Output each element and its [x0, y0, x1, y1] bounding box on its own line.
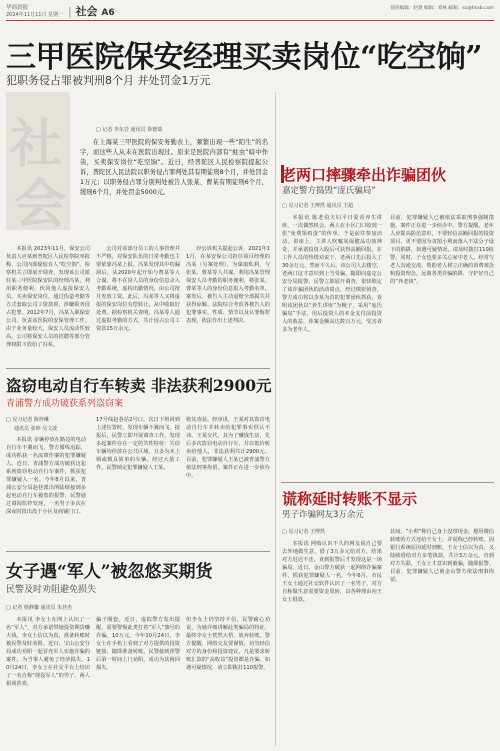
- right-col-2: 目前，犯罪嫌疑人已被依法采取刑事强制措施，案件正在进一步侦办中。警方提醒，老年人应提高防范意识，不要轻信高额回报的投资项目，更不要因为贪图小利而落入不法分子设下的陷阱，如遇可疑情况，请及时拨打110报警。同时，子女也要多关心家中老人，经常与老人沟通交流，帮助老人树立正确的消费观念和投资理念，远离各类诈骗陷阱，守护好自己的“养老钱”。: [390, 215, 494, 285]
- bottom-left-headline: 女子遇“军人”被忽悠买期货: [6, 562, 213, 582]
- lead-col-1: 本报讯 2023年11月，保安公司负责人应某到普陀区人民检察院举报称，公司内部疑似有人“吃空饷”。检察机关立即展开调查，发现该公司派驻某三甲医院保安队的经理冯某，利用职务便利，伙同他人虚报保安人员、买卖保安岗位，通过伪造考勤等方式套取公司工资款项，涉嫌职务侵占犯罪。2012年7月，冯某入职保安公司，负责该医院的安保管理工作。由于业务量较大，保安人员流动性较高，公司将保安人员的招聘等部分管理权限下放给了冯某。: [6, 246, 90, 348]
- lead-byline: □ 记者 李东岩 通讯员 徐德瑞: [96, 127, 163, 133]
- banner-char-2: 会: [14, 174, 67, 235]
- bottom-right-subhead: 男子诈骗网友3万余元: [282, 510, 364, 520]
- bottom-left-byline: □ 记者 杨静馨 通讯员 朱佳杰: [6, 605, 73, 611]
- bottom-right-divider: [275, 482, 276, 746]
- lead-subhead: 犯职务侵占罪被判刑8个月 并处罚金1万元: [6, 74, 211, 87]
- mid-col-2: 17号线赵巷站2号口，次日下班回到上述位置时，发现车辆不翼而飞。接报后，民警立即开展调查工作，发现多起案件存在一定的共性特征：失窃车辆均停放在公共区域、且多为未上锁或锁具简单的车辆。经过大量工作，民警锁定犯罪嫌疑人王某。: [96, 417, 180, 471]
- bottom-right-col-2: 其间，“小帅”称自己身上没带现金，想用微信转账的方式还给王女士，并谎称已经转账，因银行系统原因延时到账。王女士信以为真，又陆续借给对方多笔钱款，共计3万余元。直到对方失联，王女士才意识到被骗，随即报警。目前，犯罪嫌疑人已被金山警方依法刑事拘留。: [390, 529, 494, 583]
- mid-subhead: 青浦警方成功破获系列盗窃案: [6, 399, 124, 409]
- mid-headline: 盗窃电动自行车转卖 非法获利2900元: [6, 376, 272, 395]
- banner-art: [6, 92, 70, 235]
- bottom-left-col-3: 但李女士仍坚持不信。民警耐心劝说，为她详细讲解此类骗局的特征，最终李女士恍然大悟，放弃转账。警方提醒，网络交友要谨慎，切勿轻信对方的身份和投资建议，凡是要求转账汇款的“高收益”投资都是诈骗，如遇可疑情况，请立即拨打110报警。: [186, 617, 270, 671]
- lead-col-2: 公司对该部分员工的人事管理并不严格，对保安队伍的日常考勤也主要依靠冯某上报。冯某发现其中的漏洞后，从2020年起开始与曹某等人合谋，将不在岗人员的身份信息录入考勤系统，虚构出勤情况，由公司按月发放工资。此后，冯某等人又将虚报的保安岗位有偿转让，从中收取好处费。据检察机关查明，冯某等人通过虚报考勤的方式，共计侵占公司工资款15万余元。: [96, 246, 180, 332]
- bottom-right-col-1: 本报讯 网购认识不久的网友说自己要去外地做生意，借了3万多元给对方，结果对方迟迟不还，直到报警后才发现这是一场骗局。近日，金山警方破获一起网络诈骗案件，抓获犯罪嫌疑人一名。今年6月，市民王女士通过社交软件认识了一名男子，对方自称做生意需要资金周转，以各种理由向王女士借款。: [282, 541, 382, 603]
- right-headline: 老两口摔骤牵出诈骗团伙: [281, 166, 447, 184]
- right-subhead: 嘉定警方捣毁“庞氏骗局”: [282, 186, 376, 196]
- paper-name: 华商晨报: [6, 5, 29, 11]
- bottom-right-byline: □ 见习记者 王博然: [282, 529, 325, 535]
- bottom-left-rule: [6, 551, 270, 552]
- editor-line: 值班编辑：赵晨 编辑：邓林 邮箱：sc@hsxb.com: [390, 6, 494, 11]
- lead-headline: 三甲医院保安经理买卖岗位“吃空饷”: [6, 40, 483, 75]
- right-byline: □ 见习记者 王博然 通讯员 王超: [282, 203, 354, 209]
- section-name: 社会: [75, 5, 98, 18]
- mid-col-1: 本报讯 多辆停放在路边的电动自行车不翼而飞，警方循线追踪，成功抓获一名流窜作案的犯罪嫌疑人。近日，青浦警方成功破获这起系列盗窃电动自行车案件，抓获犯罪嫌疑人一名。今年8月以来，青浦公安分局赵巷派出所陆续接到多起电动自行车被盗的报警，民警通过调阅监控发现，一名男子多次在深夜时段出没于小区及商铺门口。: [6, 437, 86, 515]
- lead-paragraph: 在上海某三甲医院的保安务勤表上，频繁出现一些“陌生”的名字，而这些人从未在医院出现过。原来是医院内部有“蛀虫”暗中作祟，买卖保安岗位“吃空饷”。近日，经普陀区人民检察院提起公诉，普陀区人民法院以职务侵占罪判处其有期徒刑8个月，并处罚金1万元；以职务侵占罪分别判处被告人张某、曹某有期徒刑6个月，缓刑6个月，并处罚金5000元。: [80, 139, 268, 196]
- mid-story-rule: [6, 368, 270, 369]
- mid-byline-2: 通讯员 张婷 吴文波: [14, 426, 58, 432]
- section-label: [68, 3, 115, 19]
- right-story-divider: [275, 92, 276, 482]
- date-line: 2024年11月11日 星期一: [6, 12, 64, 18]
- section-pipe: |: [68, 5, 72, 18]
- mid-byline-1: □ 见习记者 陈梓琳: [6, 417, 49, 423]
- bottom-left-subhead: 民警及时劝阻避免损失: [6, 585, 97, 595]
- banner-char-1: 社: [10, 114, 63, 175]
- right-col-1: 本报讯 陈老伯夫妇平日爱看养生讲座，一次偶然机会，两人在小区门口收到一张“免费领鸡蛋”的传单，于是前往参加活动。讲座上，主讲人吹嘘某保健品功效神奇，并承诺投资入股后可获得高额回报。在工作人员的热情劝说下，老两口先后投入了30余万元。然而不久后，该公司人去楼空，老两口这才意识到上当受骗，随即向嘉定公安分局报警。民警立即展开调查，很快锁定了该诈骗团伙的活动窝点，经过缜密侦查，警方成功将以李某为首的犯罪团伙抓获，查明该团伙以“养生讲座”为幌子，采用“庞氏骗局”手法，用后投资人的本金支付前投资人的收益，涉案金额高达数百万元，受害者多为老年人。: [282, 215, 382, 333]
- bottom-right-headline: 谎称延时转账不显示: [282, 490, 418, 508]
- header-rule: [6, 20, 494, 21]
- page-number: A6: [101, 8, 115, 18]
- bottom-right-rule: [281, 482, 494, 483]
- lead-col-3: 经公诉机关提起公诉，2021年11月，在某安保公司担任项目经理的冯某（另案处理），为谋取私利，与张某、曹某等人共谋，利用冯某管理保安人员考勤的职务便利，将张某、曹某等人的身份信息报入考勤名单。案发后，被告人主动退赔全部损失并获得谅解。法院综合考虑各被告人的犯罪事实、性质、情节以及认罪悔罪表现，依法作出上述判决。: [186, 246, 270, 324]
- bottom-left-col-2: 骗子圈套。近日，虚拟警方发出提醒，需要警惕此类打着“军人”旗号的诈骗，10万元。今年10月24日，李女士在手机上看到了对方提供的投资链接，随即准备转账。民警接到预警后第一时间上门劝阻，成功为其挽回损失。: [96, 617, 180, 671]
- bottom-left-col-1: 本报讯 李女士在网上认识了一名“军人”，对方承诺带她投资期货赚大钱，李女士信以为真，准备转账时被民警及时劝阻。近日，宝山公安分局成功劝阻一起冒充军人实施诈骗的案件，为当事人避免了经济损失。10月24日，李女士在社交平台上结识了一名自称“现役军人”的男子，两人相谈甚欢。: [6, 617, 90, 687]
- mid-col-3: 将其查获。经审讯，王某对其盗窃电动自行车并转卖的犯罪事实供认不讳。王某交代，其为了赚钱生活，先后多次盗窃电动自行车，并以低价转卖给他人，非法获利共计2900元。目前，犯罪嫌疑人王某已被青浦警方依法刑事拘留，案件正在进一步侦办中。: [186, 417, 270, 479]
